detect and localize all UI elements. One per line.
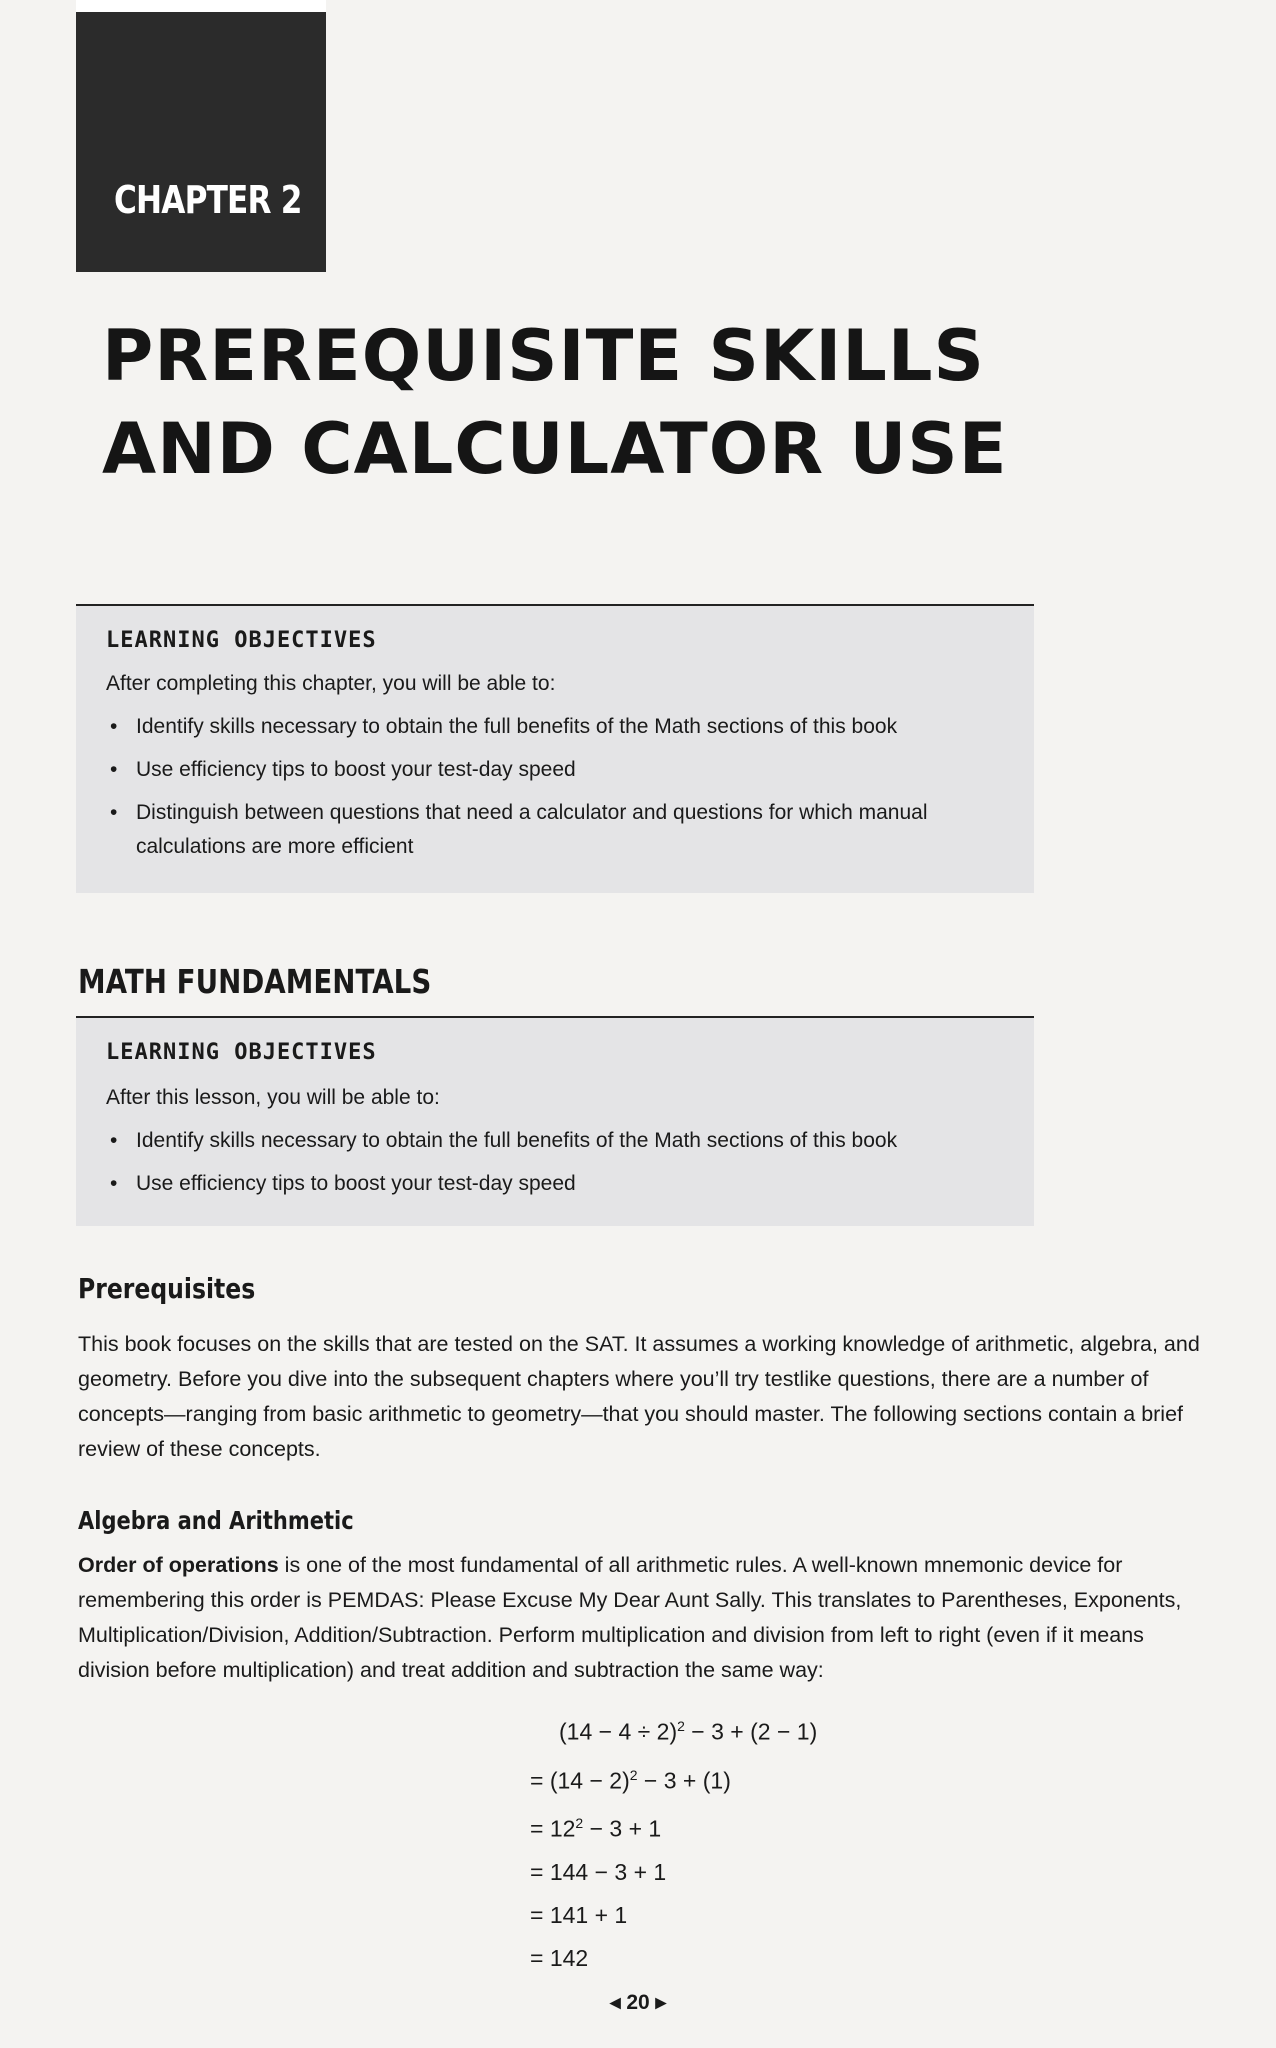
lesson-objectives-box	[76, 1016, 1034, 1226]
objectives-title: LEARNING OBJECTIVES	[106, 628, 377, 653]
section-heading: MATH FUNDAMENTALS	[78, 962, 432, 1001]
objectives-title: LEARNING OBJECTIVES	[106, 1040, 377, 1065]
objectives-intro: After this lesson, you will be able to:	[106, 1086, 440, 1109]
objective-item	[106, 710, 1006, 744]
algebra-heading: Algebra and Arithmetic	[78, 1506, 354, 1535]
bullet-icon: •	[110, 1172, 118, 1195]
bullet-icon: •	[110, 758, 118, 781]
objective-text: Distinguish between questions that need a calculator and questions for which manual calculations are more efficient	[136, 801, 928, 858]
prerequisites-heading: Prerequisites	[78, 1272, 256, 1305]
chapter-title-line-2: AND CALCULATOR USE	[102, 408, 1008, 490]
math-step: $(14 - 4 \div 2)^2 - 3 + (2 - 1)$	[559, 1718, 818, 1745]
page-number: ◂ 20 ▸	[609, 1991, 667, 2014]
objectives-intro: After completing this chapter, you will be able to:	[106, 672, 556, 695]
objective-text: Identify skills necessary to obtain the full benefits of the Math sections of this book	[136, 715, 898, 738]
math-step: = $12^2 - 3 + 1$	[530, 1815, 662, 1842]
objective-item	[106, 753, 1006, 787]
divider	[76, 604, 1034, 606]
chapter-objectives-box	[76, 604, 1034, 893]
objectives-list	[106, 710, 1006, 873]
objective-item	[106, 1124, 1006, 1158]
chapter-label: CHAPTER 2	[114, 178, 302, 222]
paragraph-text: is one of the most fundamental of all arithmetic rules. A well-known mnemonic device for remembering this order is PEMDAS: Please Excuse My Dear Aunt Sally. This translates to Parentheses, Exponents, Multiplication/Division, Addition/Subtraction. Perform multiplication and division from left to right (even if it means division before multiplication) and treat addition and subtraction the same way:	[78, 1553, 1182, 1682]
objective-item	[106, 796, 1006, 864]
bullet-icon: •	[110, 715, 118, 738]
bullet-icon: •	[110, 801, 118, 824]
objective-text: Identify skills necessary to obtain the full benefits of the Math sections of this book	[136, 1129, 898, 1152]
order-of-operations-paragraph	[78, 1548, 1208, 1688]
tab-edge	[76, 0, 326, 12]
objectives-list	[106, 1124, 1006, 1210]
math-step: = 141 + 1	[530, 1901, 628, 1928]
math-step: = 142	[530, 1944, 589, 1971]
math-step: = 144 − 3 + 1	[530, 1858, 667, 1885]
chapter-title	[102, 310, 1008, 496]
bullet-icon: •	[110, 1129, 118, 1152]
math-steps	[530, 1705, 817, 1980]
prerequisites-paragraph: This book focuses on the skills that are tested on the SAT. It assumes a working knowledge of arithmetic, algebra, and geometry. Before you dive into the subsequent chapters where you’ll try testlike questions, there are a number of concepts—ranging from basic arithmetic to geometry—that you should master. The following sections contain a brief review of these concepts.	[78, 1332, 1200, 1461]
divider	[76, 1016, 1034, 1018]
bold-term: Order of operations	[78, 1553, 279, 1577]
objective-item	[106, 1167, 1006, 1201]
chapter-tab	[76, 0, 326, 272]
objective-text: Use efficiency tips to boost your test-day speed	[136, 1172, 576, 1195]
objective-text: Use efficiency tips to boost your test-day speed	[136, 758, 576, 781]
math-step: = $(14 - 2)^2 - 3 + (1)$	[530, 1766, 731, 1794]
chapter-title-line-1: PREREQUISITE SKILLS	[102, 315, 985, 397]
